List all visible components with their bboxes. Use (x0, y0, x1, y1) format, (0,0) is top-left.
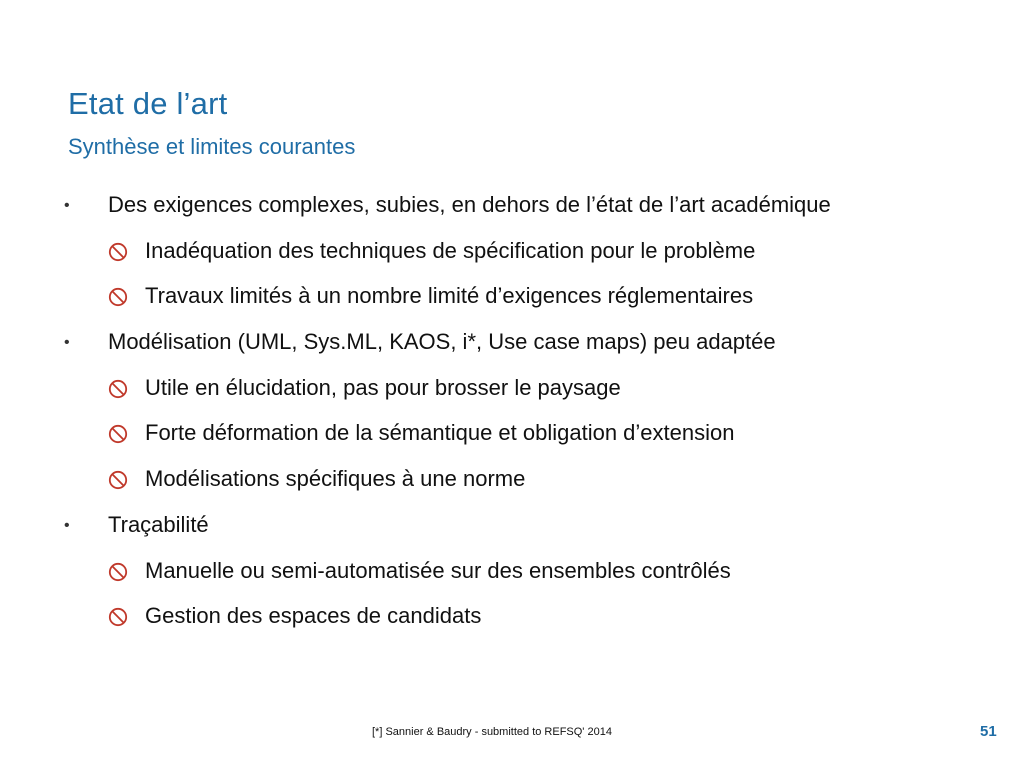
bullet-text: Modélisation (UML, Sys.ML, KAOS, i*, Use case maps) peu adaptée (108, 329, 776, 355)
page-number: 51 (980, 723, 997, 740)
sub-bullet-item (0, 601, 1024, 647)
sub-bullet-text: Gestion des espaces de candidats (145, 603, 482, 629)
sub-bullet-item (0, 418, 1024, 464)
sub-bullet-item (0, 464, 1024, 510)
prohibited-icon (108, 607, 128, 627)
bullet-dot-icon: • (64, 516, 70, 534)
footer-citation: [*] Sannier & Baudry - submitted to REFSQ' 2014 (372, 726, 612, 738)
sub-bullet-text: Utile en élucidation, pas pour brosser le paysage (145, 374, 621, 400)
bullet-item (0, 327, 1024, 373)
prohibited-icon (108, 242, 128, 262)
prohibited-icon (108, 470, 128, 490)
slide-title: Etat de l’art (68, 86, 228, 121)
sub-bullet-text: Manuelle ou semi-automatisée sur des ensembles contrôlés (145, 557, 731, 583)
prohibited-icon (108, 379, 128, 399)
bullet-list (0, 190, 1024, 647)
bullet-item (0, 190, 1024, 236)
sub-bullet-text: Forte déformation de la sémantique et obligation d’extension (145, 420, 735, 446)
bullet-text: Traçabilité (108, 511, 209, 537)
sub-bullet-item (0, 281, 1024, 327)
bullet-item (0, 510, 1024, 556)
bullet-dot-icon: • (64, 334, 70, 352)
prohibited-icon (108, 287, 128, 307)
slide-subtitle: Synthèse et limites courantes (68, 134, 356, 159)
sub-bullet-item (0, 373, 1024, 419)
sub-bullet-text: Travaux limités à un nombre limité d’exigences réglementaires (145, 283, 754, 309)
sub-bullet-text: Inadéquation des techniques de spécification pour le problème (145, 237, 756, 263)
sub-bullet-item (0, 236, 1024, 282)
sub-bullet-item (0, 556, 1024, 602)
sub-bullet-text: Modélisations spécifiques à une norme (145, 466, 526, 492)
bullet-text: Des exigences complexes, subies, en dehors de l’état de l’art académique (108, 192, 831, 217)
bullet-dot-icon: • (64, 197, 70, 214)
prohibited-icon (108, 424, 128, 444)
prohibited-icon (108, 562, 128, 582)
